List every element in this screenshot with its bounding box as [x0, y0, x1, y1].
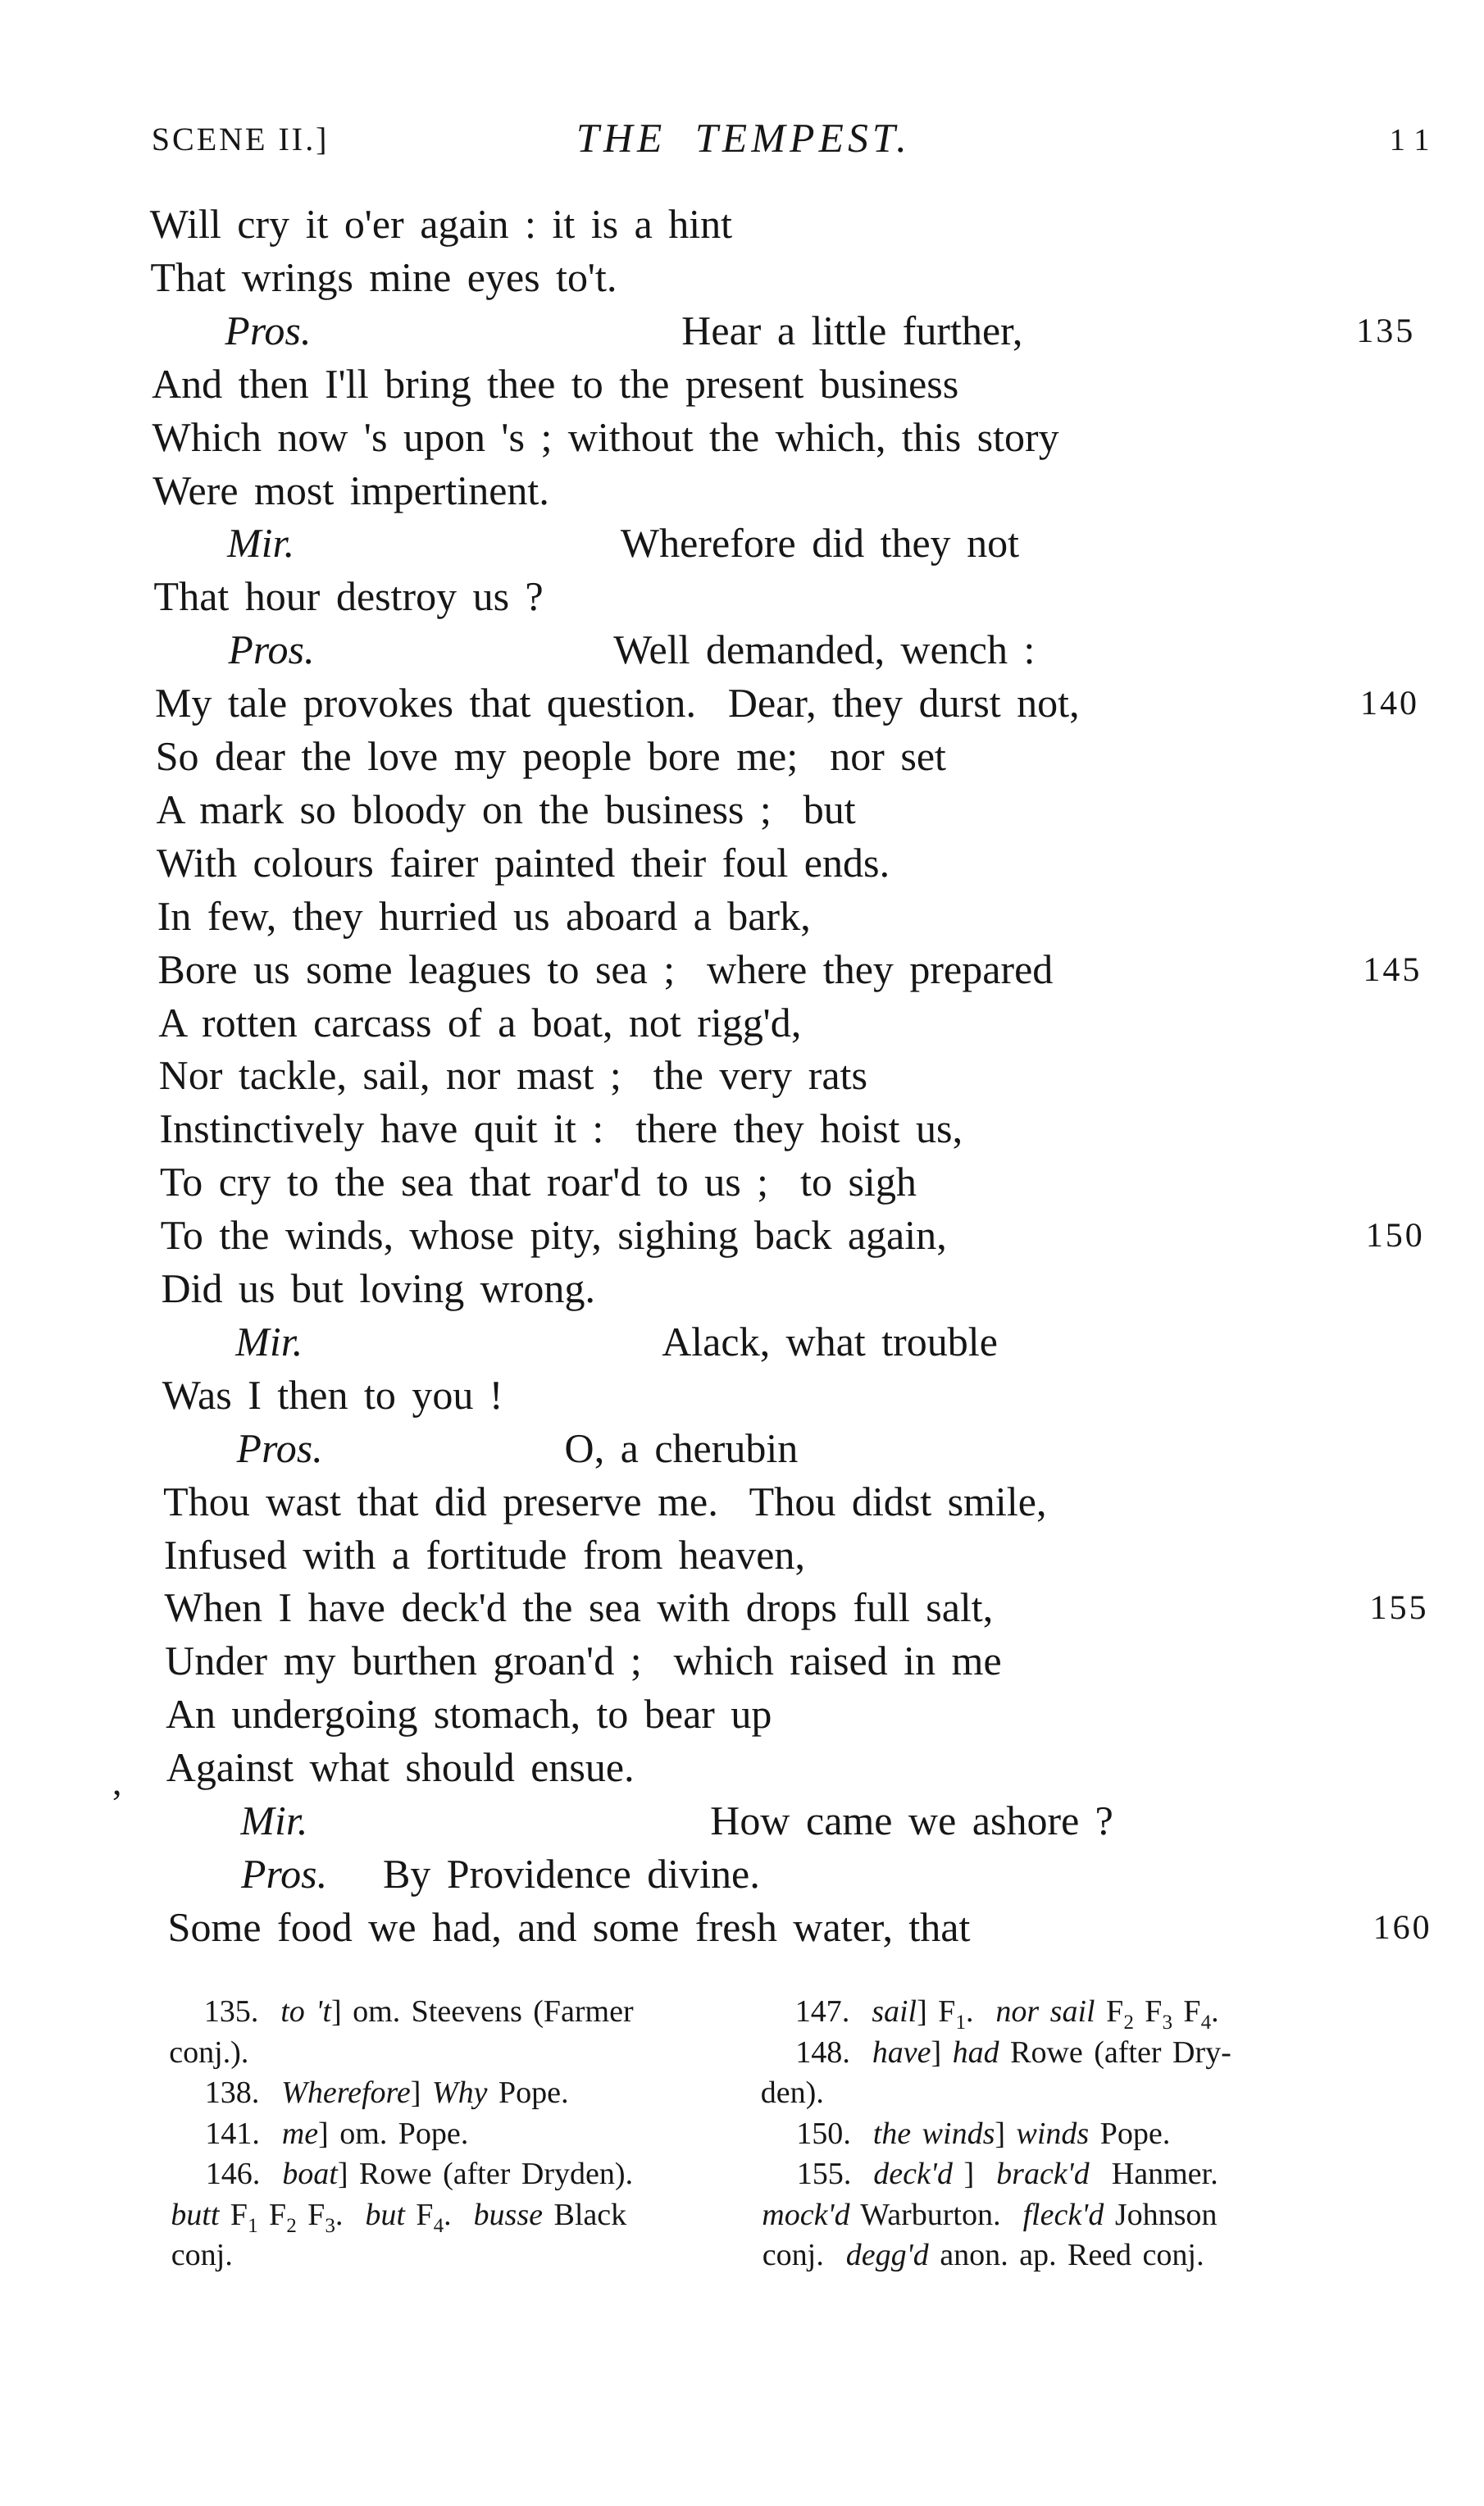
- verse-line-number: 140: [1359, 685, 1420, 723]
- footnote-text: .: [965, 1994, 996, 2029]
- folio-siglum-subscript: 1: [955, 2012, 967, 2034]
- verse-text: Well demanded, wench :: [613, 626, 1036, 673]
- footnote-line: [206, 2158, 634, 2189]
- footnote-text: F: [1095, 1994, 1124, 2029]
- footnote-lemma-italic: had: [952, 2034, 999, 2070]
- verse-text: A mark so bloody on the business ; but: [156, 786, 856, 832]
- footnote-text: F: [404, 2197, 434, 2232]
- footnote-lemma-italic: butt: [171, 2197, 220, 2232]
- footnote-lemma-italic: nor sail: [995, 1994, 1095, 2029]
- verse-line-number: 155: [1369, 1589, 1429, 1628]
- verse-text: That wrings mine eyes to't.: [150, 253, 617, 300]
- verse-text: O, a cherubin: [564, 1424, 799, 1471]
- speaker-abbreviation: Pros.: [228, 626, 315, 673]
- folio-siglum-subscript: 3: [1162, 2012, 1173, 2034]
- footnote-text: den).: [760, 2075, 824, 2110]
- footnote-text: F: [219, 2197, 248, 2232]
- footnote-lemma-italic: Why: [431, 2075, 488, 2110]
- speaker-abbreviation: Mir.: [239, 1797, 308, 1843]
- footnote-line: [761, 2077, 824, 2108]
- verse-line-number: 145: [1363, 950, 1423, 989]
- verse-text: Instinctively have quit it : there they hoist us,: [159, 1105, 963, 1152]
- footnote-line: [794, 2034, 1231, 2070]
- footnote-lemma-italic: Wherefore: [281, 2075, 412, 2110]
- footnote-text: 155.: [796, 2157, 874, 2191]
- footnote-lemma-italic: busse: [473, 2197, 544, 2232]
- footnote-text: 147.: [794, 1994, 872, 2029]
- page-number: 11: [1389, 123, 1440, 157]
- verse-text: Was I then to you !: [162, 1371, 503, 1418]
- verse-text: A rotten carcass of a boat, not rigg'd,: [157, 999, 802, 1046]
- verse-text: Which now 's upon 's ; without the which, this story: [152, 413, 1059, 460]
- verse-text: Will cry it o'er again : it is a hint: [149, 201, 733, 247]
- footnote-text: .: [443, 2197, 474, 2232]
- verse-text: Bore us some leagues to sea ; where they prepared: [157, 945, 1054, 992]
- verse-line-number: 135: [1355, 312, 1416, 350]
- verse-text: So dear the love my people bore me; nor set: [155, 733, 947, 779]
- verse-text: With colours fairer painted their foul ends.: [156, 839, 890, 886]
- footnote-line: [797, 2158, 1218, 2189]
- footnote-text: Black: [542, 2197, 627, 2232]
- verse-text: In few, they hurried us aboard a bark,: [157, 892, 811, 939]
- footnote-lemma-italic: boat: [282, 2157, 339, 2191]
- verse-text: By Providence divine.: [382, 1850, 760, 1897]
- footnote-lemma-italic: mock'd: [762, 2197, 850, 2232]
- footnote-text: conj.: [171, 2238, 233, 2272]
- verse-text: An undergoing stomach, to bear up: [165, 1691, 772, 1738]
- verse-text: Against what should ensue.: [166, 1744, 635, 1791]
- footnote-text: Pope.: [1089, 2116, 1171, 2151]
- footnote-line: [796, 2118, 1170, 2149]
- verse-text: Wherefore did they not: [620, 520, 1020, 567]
- footnote-lemma-italic: deck'd: [873, 2157, 954, 2191]
- verse-text: To cry to the sea that roar'd to us ; to sigh: [159, 1159, 917, 1205]
- running-header-scene: SCENE II.]: [151, 121, 330, 157]
- footnote-text: .: [1210, 1994, 1219, 2029]
- footnote-text: 148.: [794, 2034, 872, 2070]
- footnote-text: ]: [952, 2157, 997, 2191]
- speaker-abbreviation: Mir.: [234, 1318, 303, 1365]
- footnote-lemma-italic: to 't: [280, 1994, 332, 2029]
- footnote-text: Hanmer.: [1089, 2157, 1218, 2191]
- footnote-line: [168, 2034, 249, 2070]
- footnote-text: 135.: [203, 1994, 281, 2029]
- footnote-lemma-italic: the winds: [872, 2116, 995, 2151]
- verse-text: Under my burthen groan'd ; which raised in me: [164, 1638, 1002, 1684]
- folio-siglum-subscript: 4: [1200, 2012, 1212, 2034]
- footnote-lemma-italic: me: [281, 2116, 319, 2151]
- verse-text: Were most impertinent.: [152, 467, 550, 513]
- verse-text: Thou wast that did preserve me. Thou didst smile,: [162, 1478, 1047, 1524]
- footnote-text: Warburton.: [849, 2197, 1023, 2232]
- verse-text: That hour destroy us ?: [153, 573, 544, 620]
- verse-line-number: 160: [1372, 1908, 1432, 1947]
- footnote-line: [205, 2118, 468, 2149]
- verse-text: Some food we had, and some fresh water, that: [167, 1903, 971, 1950]
- footnote-lemma-italic: sail: [871, 1994, 917, 2029]
- footnote-line: [171, 2199, 626, 2242]
- footnote-text: ]: [410, 2075, 433, 2110]
- running-header-title: THE TEMPEST.: [576, 115, 911, 161]
- verse-text: When I have deck'd the sea with drops full salt,: [164, 1584, 994, 1631]
- folio-siglum-subscript: 1: [248, 2214, 258, 2237]
- speaker-abbreviation: Mir.: [226, 520, 295, 567]
- footnote-line: [762, 2239, 1204, 2271]
- verse-text: Infused with a fortitude from heaven,: [163, 1531, 806, 1578]
- footnote-text: conj.: [762, 2238, 846, 2272]
- verse-text: Alack, what trouble: [661, 1318, 999, 1365]
- footnote-text: F: [257, 2197, 287, 2232]
- footnote-text: ] Rowe (after Dryden).: [337, 2157, 634, 2191]
- folio-siglum-subscript: 2: [1123, 2012, 1135, 2034]
- verse-text: Hear a little further,: [681, 307, 1023, 353]
- footnote-text: F: [296, 2197, 325, 2232]
- footnote-text: 138.: [204, 2075, 282, 2110]
- footnote-text: 150.: [796, 2116, 873, 2151]
- footnote-lemma-italic: but: [365, 2197, 406, 2232]
- footnote-text: F: [1133, 1994, 1163, 2029]
- verse-text: And then I'll bring thee to the present business: [151, 360, 959, 407]
- footnote-text: 146.: [205, 2157, 283, 2191]
- verse-text: Nor tackle, sail, nor mast ; the very rats: [158, 1052, 868, 1099]
- footnote-text: 141.: [205, 2116, 282, 2151]
- verse-text: My tale provokes that question. Dear, they durst not,: [154, 680, 1080, 727]
- footnote-line: [203, 1996, 633, 2027]
- footnote-line: [762, 2199, 1218, 2230]
- verse-text: How came we ashore ?: [709, 1797, 1114, 1843]
- footnote-text: Pope.: [487, 2075, 569, 2110]
- margin-ink-artifact: ,: [112, 1761, 122, 1802]
- footnote-text: ] F: [916, 1994, 956, 2029]
- footnote-text: ] om. Steevens (Farmer: [330, 1994, 634, 2029]
- folio-siglum-subscript: 2: [286, 2214, 297, 2237]
- speaker-abbreviation: Pros.: [224, 307, 312, 353]
- footnote-text: conj.).: [168, 2034, 249, 2070]
- footnote-line: [171, 2239, 233, 2271]
- folio-siglum-subscript: 4: [433, 2214, 444, 2237]
- speaker-abbreviation: Pros.: [236, 1424, 323, 1471]
- footnote-text: F: [1172, 1994, 1201, 2029]
- speaker-abbreviation: Pros.: [240, 1850, 328, 1897]
- footnote-lemma-italic: winds: [1016, 2116, 1090, 2151]
- footnote-lemma-italic: brack'd: [995, 2157, 1090, 2191]
- footnote-text: ]: [931, 2034, 953, 2070]
- footnote-line: [205, 2077, 569, 2108]
- footnote-text: .: [335, 2197, 366, 2232]
- footnote-text: anon. ap. Reed conj.: [928, 2238, 1204, 2272]
- footnote-text: Johnson: [1104, 2197, 1218, 2232]
- verse-text: Did us but loving wrong.: [161, 1265, 596, 1311]
- footnote-text: Rowe (after Dry-: [999, 2034, 1231, 2070]
- footnote-text: ] om. Pope.: [317, 2116, 469, 2151]
- footnote-lemma-italic: have: [872, 2034, 931, 2070]
- folio-siglum-subscript: 3: [325, 2214, 336, 2237]
- footnote-lemma-italic: fleck'd: [1022, 2197, 1104, 2232]
- footnote-text: ]: [995, 2116, 1017, 2151]
- footnote-line: [794, 1996, 1218, 2039]
- verse-text: To the winds, whose pity, sighing back again,: [160, 1212, 947, 1259]
- footnote-lemma-italic: degg'd: [845, 2238, 929, 2272]
- verse-line-number: 150: [1365, 1217, 1426, 1255]
